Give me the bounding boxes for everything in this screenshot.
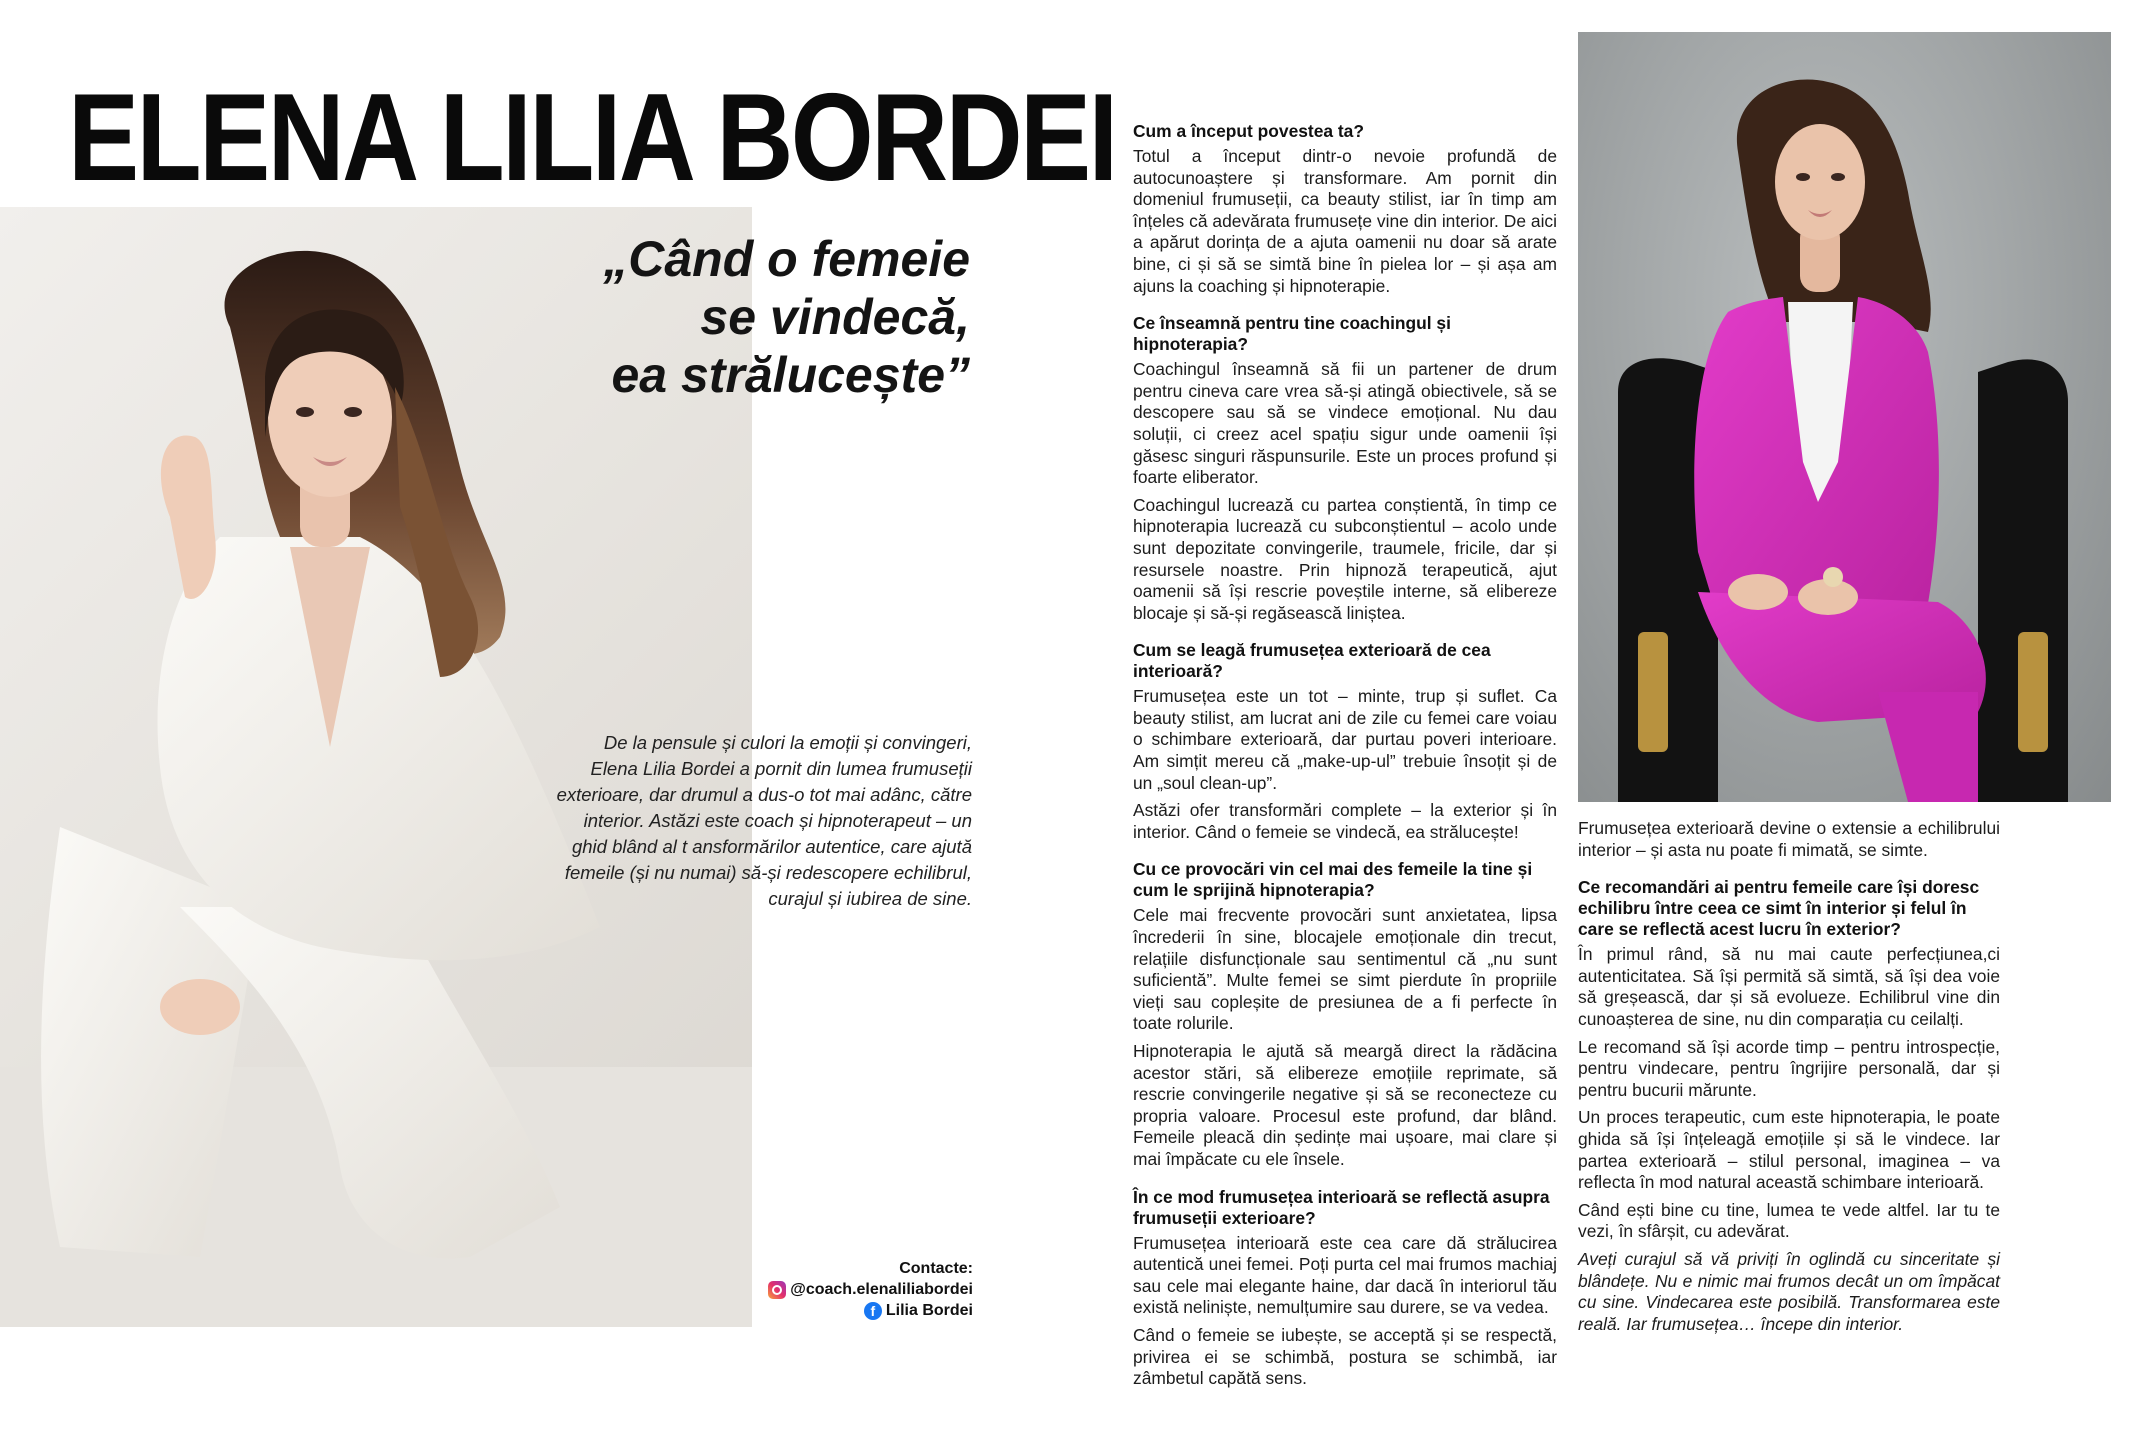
facebook-icon: f <box>864 1302 882 1320</box>
contacts-label: Contacte: <box>899 1260 973 1277</box>
contacts-block <box>700 1258 973 1321</box>
answer-paragraph: Astăzi ofer transformări complete – la exterior și în interior. Când o femeie se vindecă, ea strălucește! <box>1133 800 1557 842</box>
answer-paragraph: Când o femeie se iubește, se acceptă și se respectă, privirea ei se schimbă, postura se schimbă, iar zâmbetul capătă sens. <box>1133 1324 1557 1389</box>
instagram-handle: @coach.elenaliliabordei <box>790 1281 973 1298</box>
quote-line: se vindecă, <box>700 289 970 345</box>
answer-paragraph: Hipnoterapia le ajută să meargă direct la rădăcina acestor stări, să elibereze emoțiile reprimate, să rescrie convingerile negative și să se reconecteze cu propria valoare. Procesul este profund, dar blând. Femeile pleacă din ședințe mai ușoare, mai clare și mai împăcate cu ele însele. <box>1133 1041 1557 1169</box>
pull-quote <box>560 230 970 404</box>
article-column-middle <box>1133 121 1557 1396</box>
question-heading: În ce mod frumusețea interioară se reflectă asupra frumuseții exterioare? <box>1133 1186 1550 1228</box>
answer-paragraph: Coachingul lucrează cu partea conștientă, în timp ce hipnoterapia lucrează cu subconștientul – acolo unde sunt depozitate convingerile, traumele, fricile, dar și resursele noastre. Prin hipnoză terapeutică, ajut oamenii să își rescrie poveștile interne, să elibereze blocaje și să-și regăsească liniștea. <box>1133 494 1557 623</box>
answer-paragraph: Totul a început dintr-o nevoie profundă de autocunoaștere și transformare. Am pornit din domeniul frumuseții, ca beauty stilist, iar în timp am înțeles că adevărata frumusețe vine din interior. De aici a apărut dorința de a ajuta oamenii nu doar să arate bine, ci și să se simtă bine în pielea lor – și așa am ajuns la coaching și hipnoterapie. <box>1133 146 1557 296</box>
answer-paragraph: Frumusețea interioară este cea care dă strălucirea autentică unei femei. Poți purta cel mai frumos machiaj sau cele mai elegante haine, dar dacă în interiorul tău există neliniște, nemulțumire sau durere, se va vedea. <box>1133 1232 1557 1318</box>
answer-paragraph: Coachingul înseamnă să fii un partener de drum pentru cineva care vrea să-și atingă obiectivele, să se descopere sau să se vindece emoțional. Nu dau soluții, ci creez acel spațiu sigur unde oamenii își găsesc singuri răspunsurile. Este un proces profund și foarte eliberator. <box>1133 359 1557 488</box>
article-column-right <box>1578 818 2000 1341</box>
answer-paragraph: Frumusețea este un tot – minte, trup și suflet. Ca beauty stilist, am lucrat ani de zile cu femei care voiau o schimbare exterioară, dar purtau poveri interioare. Am simțit mereu că „make-up-ul” trebuie însoțit și de un „soul clean-up”. <box>1133 686 1557 793</box>
question-heading: Cum a început povestea ta? <box>1133 121 1364 141</box>
answer-paragraph: Le recomand să își acorde timp – pentru introspecție, pentru vindecare, pentru îngrijire personală, dar și pentru bucurii mărunte. <box>1578 1036 2000 1100</box>
question-heading: Ce înseamnă pentru tine coachingul și hipnoterapia? <box>1133 313 1451 355</box>
quote-line: ea strălucește” <box>611 347 970 403</box>
portrait-photo-pink-suit <box>1578 32 2111 802</box>
lead-paragraph: De la pensule și culori la emoții și convingeri, Elena Lilia Bordei a pornit din lumea frumuseții exterioare, dar drumul a dus-o tot mai adânc, către interior. Astăzi este coach și hipnoterapeut – un ghid blând al t ansformărilor autentice, care ajută femeile (și nu numai) să-și redescopere echilibrul, curajul și iubirea de sine. <box>556 732 972 909</box>
question-heading: Cu ce provocări vin cel mai des femeile la tine și cum le sprijină hipnoterapia? <box>1133 859 1533 901</box>
instagram-icon <box>768 1281 786 1299</box>
question-heading: Cum se leagă frumusețea exterioară de cea interioară? <box>1133 640 1491 682</box>
answer-paragraph: Când ești bine cu tine, lumea te vede altfel. Iar tu te vezi, în sfârșit, cu adevărat. <box>1578 1199 2000 1242</box>
facebook-name: Lilia Bordei <box>885 1302 973 1319</box>
instagram-contact[interactable] <box>700 1279 973 1300</box>
portrait-illustration-pink <box>1578 32 2111 802</box>
quote-line: „Când o femeie <box>603 231 970 287</box>
answer-paragraph: Frumusețea exterioară devine o extensie a echilibrului interior – și asta nu poate fi mimată, se simte. <box>1578 818 2000 860</box>
question-heading: Ce recomandări ai pentru femeile care își doresc echilibru între ceea ce simt în interior și felul în care se reflectă acest lucru în exterior? <box>1578 877 1980 940</box>
answer-paragraph: Cele mai frecvente provocări sunt anxietatea, lipsa încrederii în sine, blocajele emoționale din trecut, relațiile disfuncționale sau sentimentul că „nu sunt suficientă”. Multe femei se simt pierdute în propriile vieți sau copleșite de presiunea de a fi perfecte în toate rolurile. <box>1133 905 1557 1034</box>
page-title: ELENA LILIA BORDEI <box>68 69 1116 207</box>
closing-paragraph: Aveți curajul să vă priviți în oglindă cu sinceritate și blândețe. Nu e nimic mai frumos decât un om împăcat cu sine. Vindecarea este posibilă. Transformarea este reală. Iar frumusețea… începe din interior. <box>1578 1248 2000 1334</box>
answer-paragraph: Un proces terapeutic, cum este hipnoterapia, le poate ghida să își înțeleagă emoțiile și să le vindece. Iar partea exterioară – stilul personal, imaginea – va reflecta în mod natural această schimbare interioară. <box>1578 1107 2000 1193</box>
facebook-contact[interactable] <box>700 1300 973 1321</box>
answer-paragraph: În primul rând, să nu mai caute perfecțiunea,ci autenticitatea. Să își permită să simtă, să își dea voie să greșească, dar și să evolueze. Echilibrul vine din cunoașterea de sine, nu din comparația cu ceilalți. <box>1578 944 2000 1029</box>
